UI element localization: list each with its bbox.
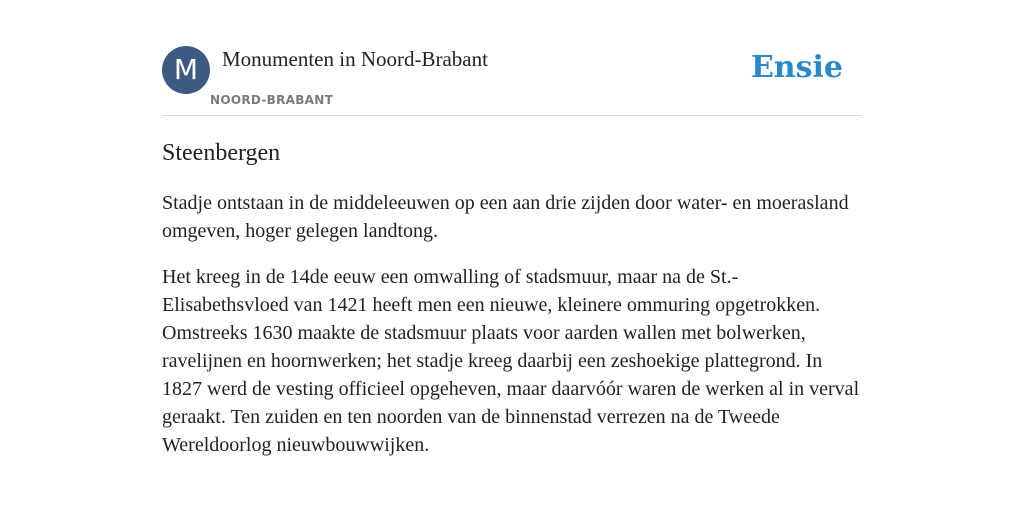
category-label[interactable]: NOORD-BRABANT xyxy=(210,93,334,107)
avatar[interactable]: M xyxy=(162,46,210,94)
article-paragraph-1: Stadje ontstaan in de middeleeuwen op een aan drie zijden door water- en moerasland omgeven, hoger gelegen landtong. xyxy=(162,192,849,242)
article xyxy=(162,140,862,477)
site-title[interactable]: Monumenten in Noord-Brabant xyxy=(222,47,488,71)
article-paragraph-2: Het kreeg in de 14de eeuw een omwalling of stadsmuur, maar na de St.-Elisabethsvloed van 1421 heeft men een nieuwe, kleinere ommuring opgetrokken. Omstreeks 1630 maakte de stadsmuur plaats voor aarden wallen met bolwerken, ravelijnen en hoornwerken; het stadje kreeg daarbij een zeshoekige plattegrond. In 1827 werd de vesting officieel opgeheven, maar daarvóór waren de werken al in verval geraakt. Ten zuiden en ten noorden van de binnenstad verrezen na de Tweede Wereldoorlog nieuwbouwwijken. xyxy=(162,266,860,456)
header xyxy=(162,46,862,116)
ensie-logo[interactable]: Ensie xyxy=(750,50,843,85)
article-title: Steenbergen xyxy=(162,140,281,166)
